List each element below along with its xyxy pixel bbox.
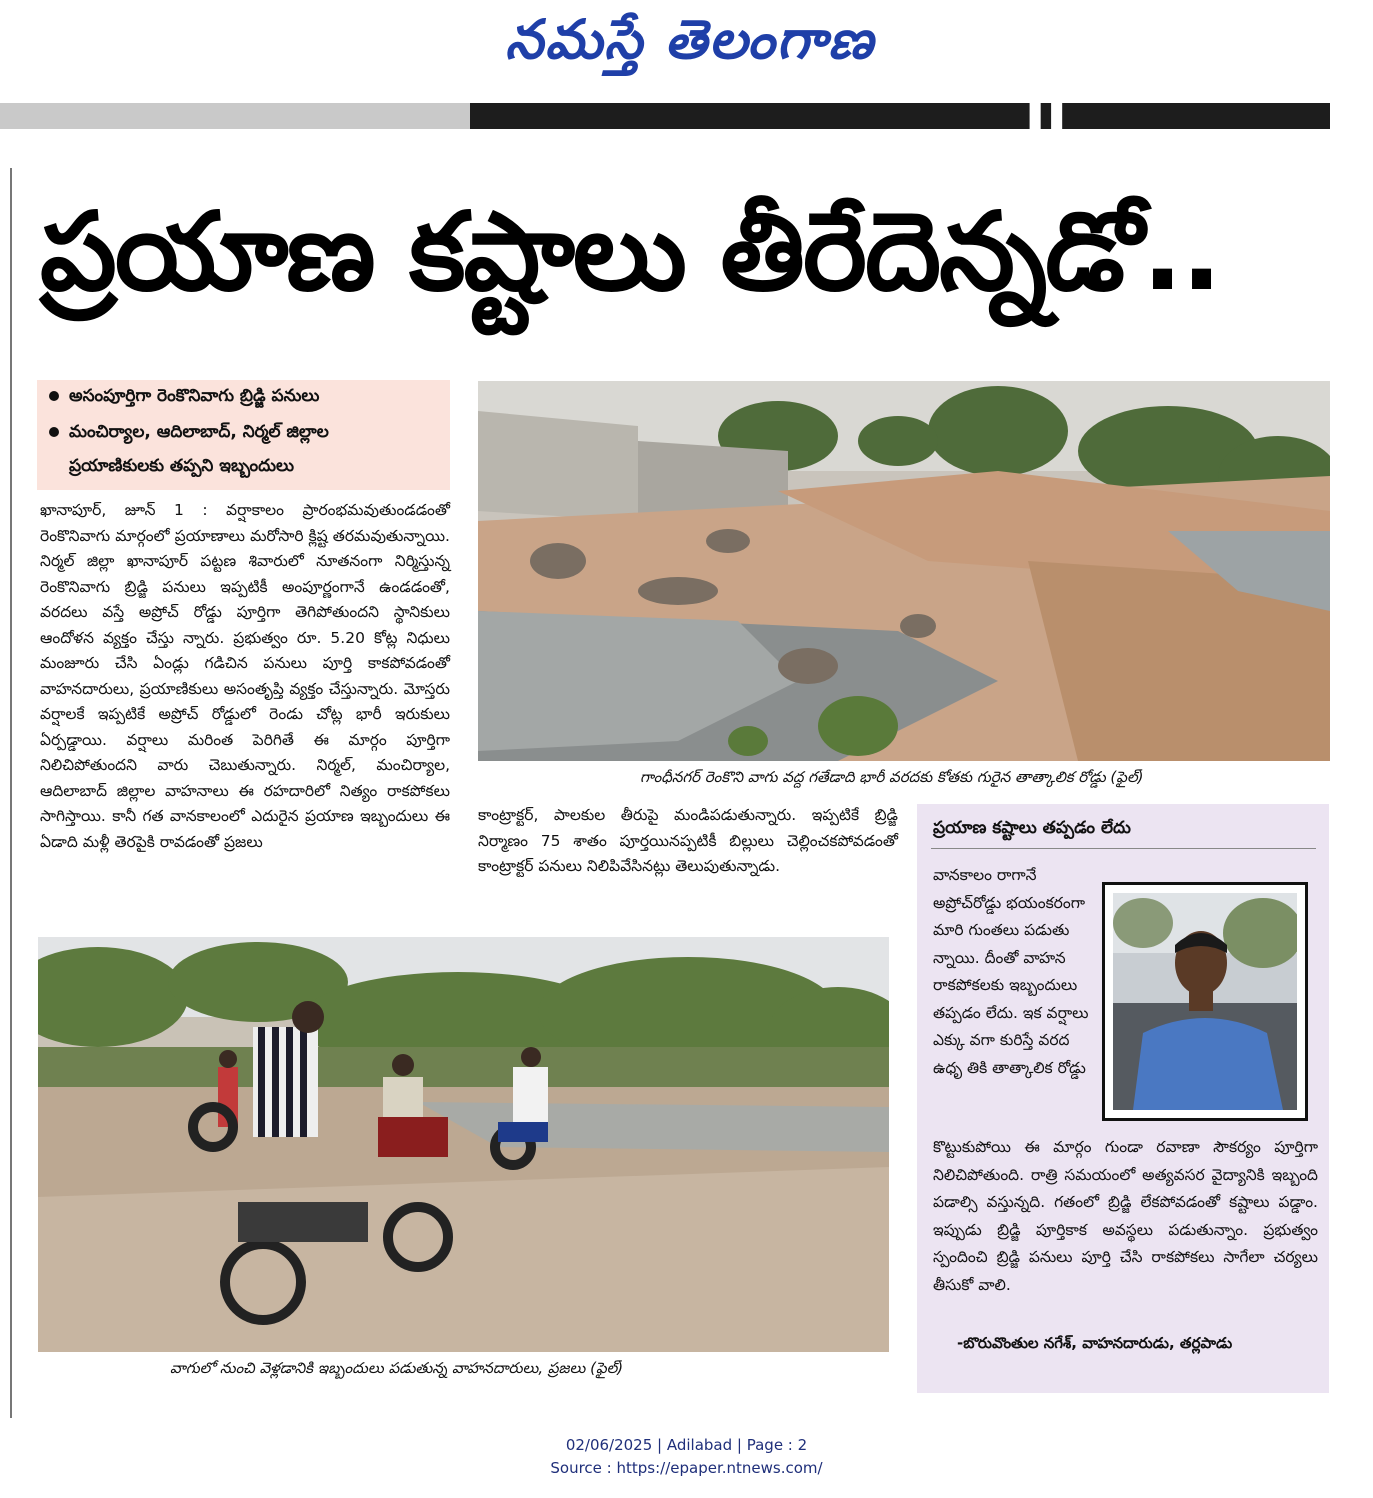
headline: ప్రయాణ కష్టాలు తీరేదెన్నడో.. [40, 190, 1221, 315]
portrait-photo [1102, 882, 1308, 1121]
photo-caption: వాగులో నుంచి వెళ్లడానికి ఇబ్బందులు పడుతున్న వాహనదారులు, ప్రజలు (ఫైల్) [170, 1359, 624, 1377]
river-road-photo [478, 381, 1330, 761]
bullet-icon [49, 391, 59, 401]
highlights-box [37, 380, 450, 490]
quote-sidebar [917, 804, 1329, 1393]
sidebar-signature: -బొరువొంతుల నగేశ్, వాహనదారుడు, తర్లపాడు [957, 1334, 1233, 1352]
photo-caption: గాంధీనగర్ రెంకొని వాగు వద్ద గతేడాది భారీ వరదకు కోతకు గురైన తాత్కాలిక రోడ్డు (ఫైల్) [640, 768, 1144, 786]
newspaper-logo: నమస్తే తెలంగాణ [505, 8, 875, 71]
column-rule [10, 168, 12, 1418]
sidebar-text: వానకాలం రాగానే అప్రోచ్‌రోడ్డు భయంకరంగా మారి గుంతలు పడుతు న్నాయి. దీంతో వాహన రాకపోకలకు ఇబ్బందులు తప్పడం లేదు. ఇక వర్షాలు ఎక్కు వగా కురిస్తే వరద ఉధృ తికి తాత్కాలిక రోడ్డు [933, 866, 1089, 1077]
stream-crossing-photo [38, 937, 889, 1352]
sidebar-title: ప్రయాణ కష్టాలు తప్పడం లేదు [933, 818, 1131, 838]
highlight-item: మంచిర్యాల, ఆదిలాబాద్, నిర్మల్ జిల్లాల [49, 422, 329, 446]
highlight-item-continued: ప్రయాణికులకు తప్పని ఇబ్బందులు [69, 456, 294, 476]
article-body: ఖానాపూర్, జూన్ 1 : వర్షాకాలం ప్రారంభమవుతుండడంతో రెంకొనివాగు మార్గంలో ప్రయాణాలు మరోసారి క్లిష్ట తరమవుతున్నాయి. నిర్మల్ జిల్లా ఖానాపూర్ పట్టణ శివారులో నూతనంగా నిర్మిస్తున్న రెంకొనివాగు బ్రిడ్జి పనులు ఇప్పటికీ అంపూర్ణంగానే ఉండడంతో, వరదలు వస్తే అప్రోచ్ రోడ్డు పూర్తిగా తెగిపోతుందని స్థానికులు ఆందోళన వ్యక్తం చేస్తు న్నారు. ప్రభుత్వం రూ. 5.20 కోట్ల నిధులు మంజూరు చేసి ఏండ్లు గడిచిన పనులు పూర్తి కాకపోవడంతో వాహనదారులు, ప్రయాణికులు అసంతృప్తి వ్యక్తం చేస్తున్నారు. మోస్తరు వర్షాలకే ఇప్పటికే అప్రోచ్ రోడ్డులో రెండు చోట్ల భారీ ఇరుకులు ఏర్పడ్డాయి. వర్షాలు మరింత పెరిగితే ఈ మార్గం పూర్తిగా నిలిచిపోతుందని వారు చెబుతున్నారు. నిర్మల్, మంచిర్యాల, ఆదిలాబాద్ జిల్లాల వాహనాలు ఈ రహదారిలో నిత్యం రాకపోకలు సాగిస్తాయి. కానీ గత వానకాలంలో ఎదురైన ప్రయాణ ఇబ్బందులు ఈ ఏడాది మళ్లీ తెరపైకి రావడంతో ప్రజలు [40, 501, 450, 851]
header-band-dark [470, 103, 1330, 129]
band-glyph-icon: ▌▌ [1030, 100, 1074, 133]
highlight-item: అసంపూర్తిగా రెంకొనివాగు బ్రిడ్జి పనులు [49, 386, 319, 410]
bullet-icon [49, 427, 59, 437]
footer-dateline: 02/06/2025 | Adilabad | Page : 2 [565, 1436, 808, 1454]
article-continuation: కాంట్రాక్టర్, పాలకుల తీరుపై మండిపడుతున్నారు. ఇప్పటికే బ్రిడ్జి నిర్మాణం 75 శాతం పూర్తయినప్పటికీ బిల్లులు చెల్లించకపోవడంతో కాంట్రాక్టర్ పనులు నిలిపివేసినట్లు తెలుపుతున్నాడు. [478, 806, 898, 875]
sidebar-text: కొట్టుకుపోయి ఈ మార్గం గుండా రవాణా సౌకర్యం పూర్తిగా నిలిచిపోతుంది. రాత్రి సమయంలో అత్యవసర వైద్యానికి ఇబ్బంది పడాల్సి వస్తున్నది. గతంలో బ్రిడ్జి లేకపోవడంతో కష్టాలు పడ్డాం. ఇప్పుడు బ్రిడ్జి పూర్తికాక అవస్థలు పడుతున్నాం. ప్రభుత్వం స్పందించి బ్రిడ్జి పనులు పూర్తి చేసి రాకపోకలు సాగేలా చర్యలు తీసుకో వాలి. [933, 1138, 1318, 1294]
masthead [0, 0, 1373, 90]
sidebar-divider [931, 848, 1316, 849]
footer-source-link[interactable]: Source : https://epaper.ntnews.com/ [550, 1459, 823, 1477]
